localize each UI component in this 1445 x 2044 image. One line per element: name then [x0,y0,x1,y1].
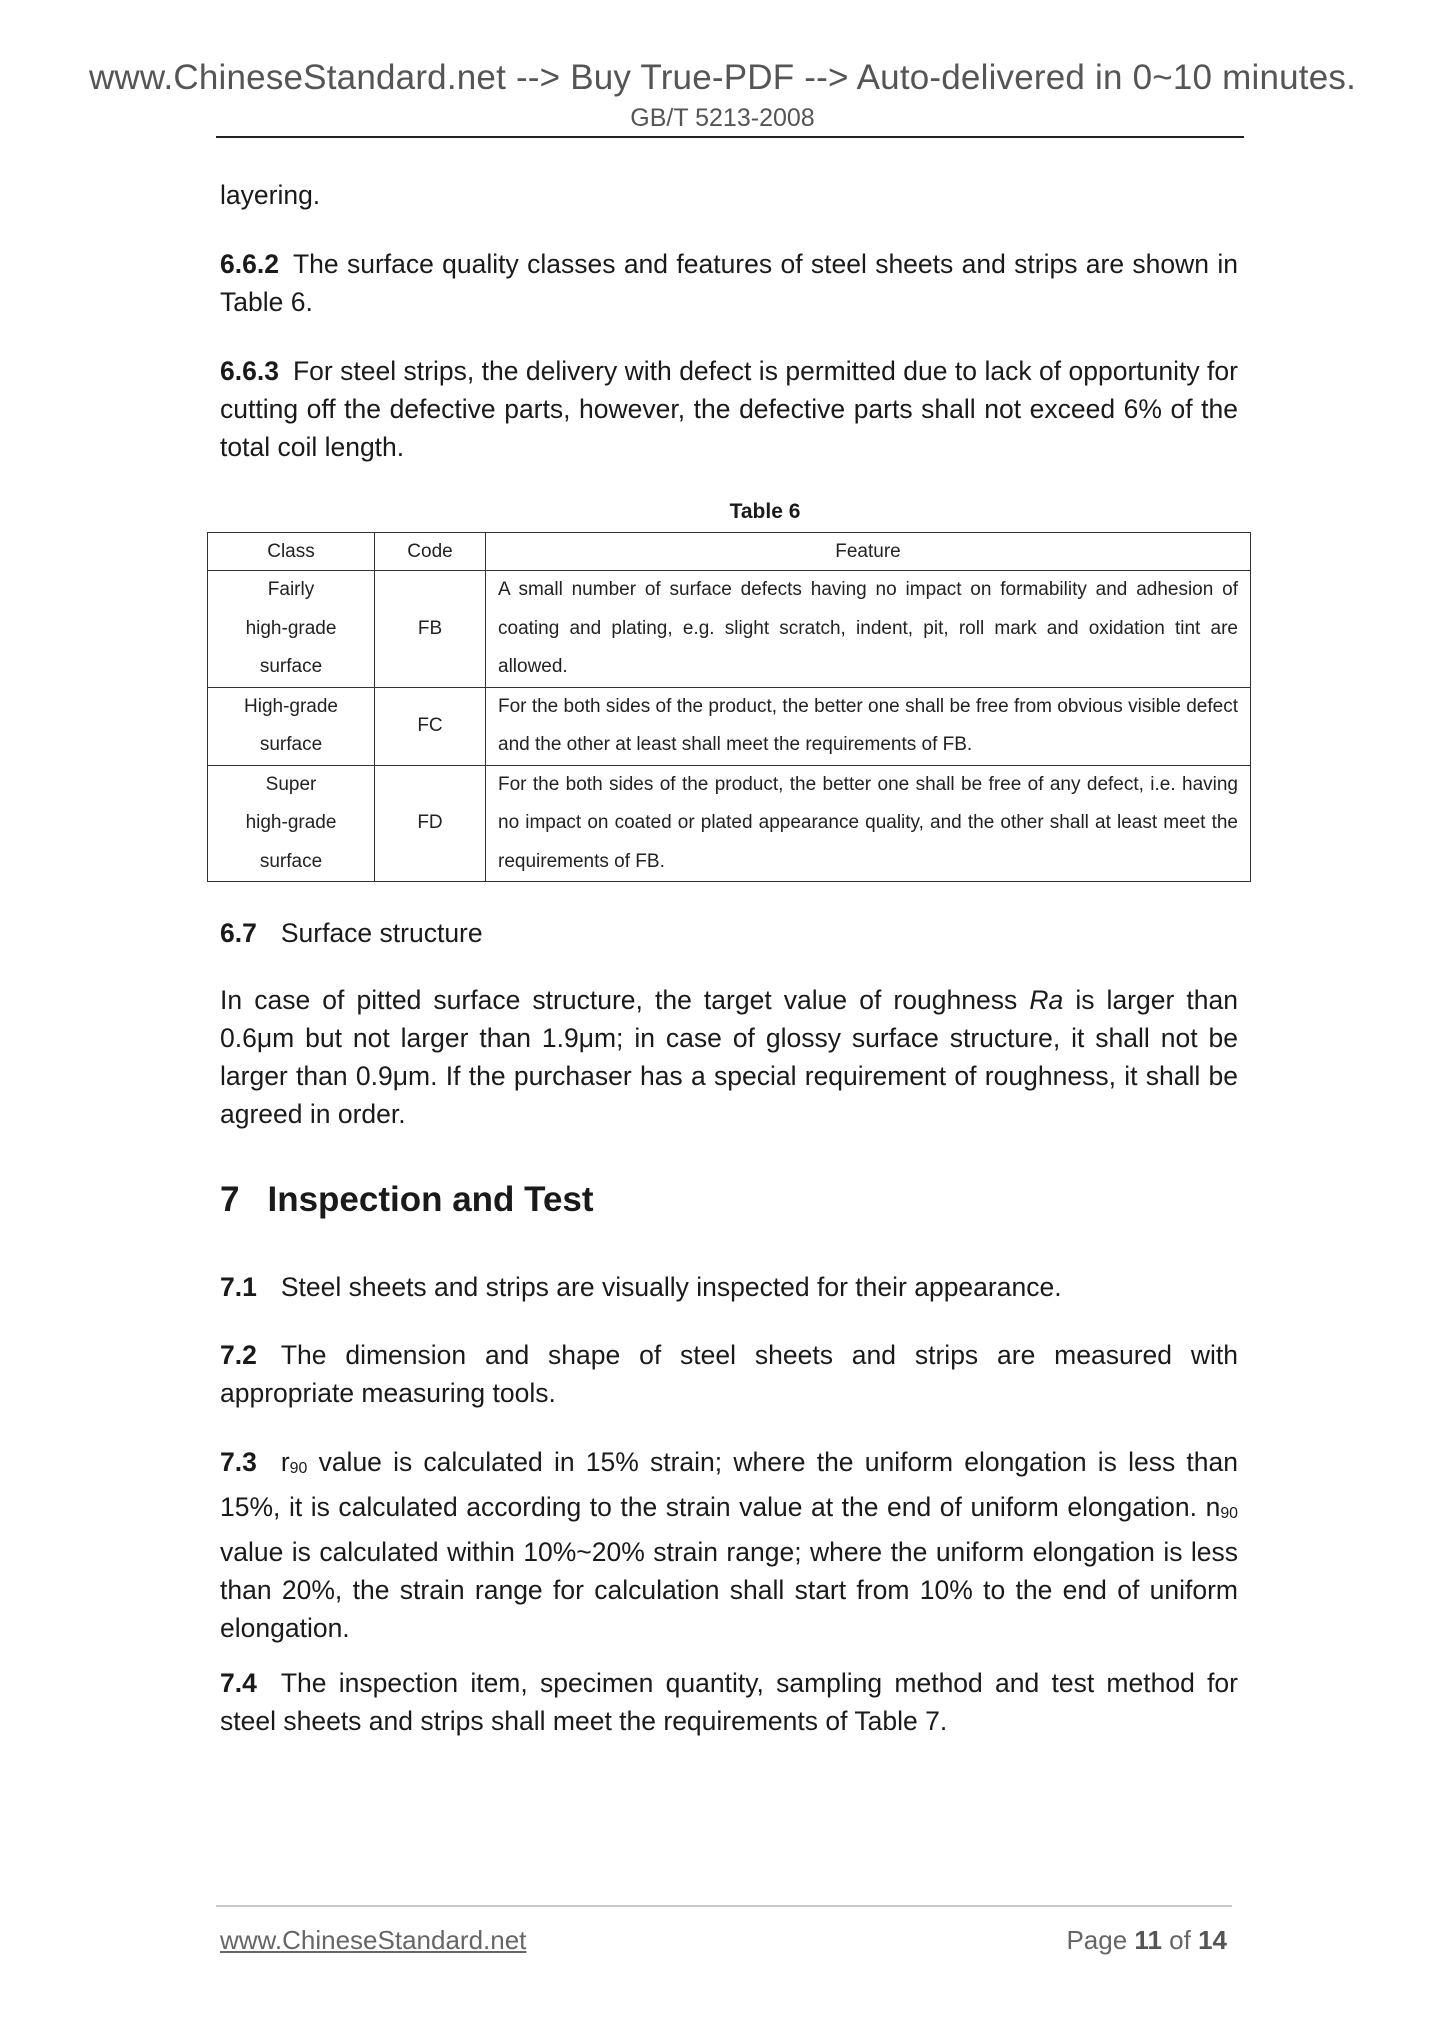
table-row [208,765,1251,882]
text-run: is larger than 0.6μm but not larger than 1.9μm; in case of glossy surface structure, it shall not be larger than 0.9μm. If the purchaser has a special requirement of roughness, it shall be agreed in order. [220,985,1238,1129]
clause-number: 6.7 [220,918,257,948]
heading-6-7 [220,914,1238,952]
feature-cell: A small number of surface defects having no impact on formability and adhesion of coating and plating, e.g. slight scratch, indent, pit, roll mark and oxidation tint are allowed. [486,571,1251,688]
header-divider [216,136,1244,138]
page-indicator [1066,1925,1227,1956]
paragraph-7-4 [220,1664,1238,1740]
header-banner: www.ChineseStandard.net --> Buy True-PDF --> Auto-delivered in 0~10 minutes. [88,58,1357,97]
clause-number: 7.2 [220,1340,257,1370]
clause-text: The dimension and shape of steel sheets and strips are measured with appropriate measuring tools. [220,1340,1238,1408]
page-current: 11 [1134,1925,1162,1955]
footer-divider [216,1905,1232,1907]
clause-text: Steel sheets and strips are visually inspected for their appearance. [280,1272,1062,1302]
section-title: Inspection and Test [267,1180,594,1219]
paragraph-6-6-2 [220,245,1238,321]
table-header-row [208,533,1251,571]
paragraph-7-1 [220,1268,1238,1306]
feature-cell: For the both sides of the product, the better one shall be free from obvious visible defect and the other at least shall meet the requirements of FB. [486,687,1251,765]
doc-code: GB/T 5213-2008 [630,104,815,132]
class-cell [208,687,375,765]
class-line: Super [265,773,317,795]
feature-cell: For the both sides of the product, the better one shall be free of any defect, i.e. having no impact on coated or plated appearance quality, and the other shall at least meet the requirements of FB. [486,765,1251,882]
header-feature: Feature [486,533,1251,571]
text-run: value is calculated in 15% strain; where the uniform elongation is less than 15%, it is calculated according to the strain value at the end of uniform elongation. n [220,1447,1238,1522]
clause-text: The inspection item, specimen quantity, sampling method and test method for steel sheets and strips shall meet the requirements of Table 7. [220,1668,1238,1736]
paragraph-6-6-3 [220,352,1238,466]
header-code: Code [375,533,486,571]
class-line: surface [259,656,323,677]
header-class: Class [208,533,375,571]
table-6 [207,532,1251,882]
clause-number: 7.4 [220,1668,257,1698]
class-line: high-grade [245,617,337,639]
class-line: surface [259,850,323,872]
clause-text: The surface quality classes and features of steel sheets and strips are shown in Table 6. [220,249,1238,317]
page-total: 14 [1198,1925,1227,1955]
text-run: value is calculated within 10%~20% strain range; where the uniform elongation is less than 20%, the strain range for calculation shall start from 10% to the end of uniform elongation. [220,1537,1238,1643]
code-cell: FD [375,765,486,882]
roughness-symbol: Ra [1029,985,1064,1015]
class-cell [208,765,375,882]
text-run: In case of pitted surface structure, the target value of roughness [220,985,1018,1015]
class-cell [208,571,375,688]
paragraph-7-3 [220,1443,1238,1647]
clause-number: 6.6.2 [220,249,279,279]
paragraph-7-2 [220,1336,1238,1412]
code-cell: FB [375,571,486,688]
class-line: High-grade [244,695,338,717]
subscript: 90 [1220,1505,1238,1522]
page-word: Page [1066,1925,1128,1955]
section-7-heading [220,1180,594,1220]
clause-title: Surface structure [280,918,483,948]
clause-number: 6.6.3 [220,356,279,386]
class-line: Fairly [267,579,315,600]
paragraph-layering: layering. [220,180,321,210]
footer-site-link[interactable]: www.ChineseStandard.net [220,1925,527,1955]
clause-number: 7.3 [220,1447,257,1477]
text-run: r [280,1447,290,1477]
paragraph-6-7 [220,981,1238,1133]
of-word: of [1169,1925,1191,1955]
table-row [208,571,1251,688]
table-caption: Table 6 [729,500,801,523]
clause-text: For steel strips, the delivery with defect is permitted due to lack of opportunity for cutting off the defective parts, however, the defective parts shall not exceed 6% of the total coil length. [220,356,1238,462]
section-number: 7 [220,1180,240,1219]
class-line: high-grade [245,812,337,833]
class-line: surface [259,734,323,755]
clause-number: 7.1 [220,1272,257,1302]
code-cell: FC [375,687,486,765]
subscript: 90 [289,1460,308,1477]
table-row [208,687,1251,765]
